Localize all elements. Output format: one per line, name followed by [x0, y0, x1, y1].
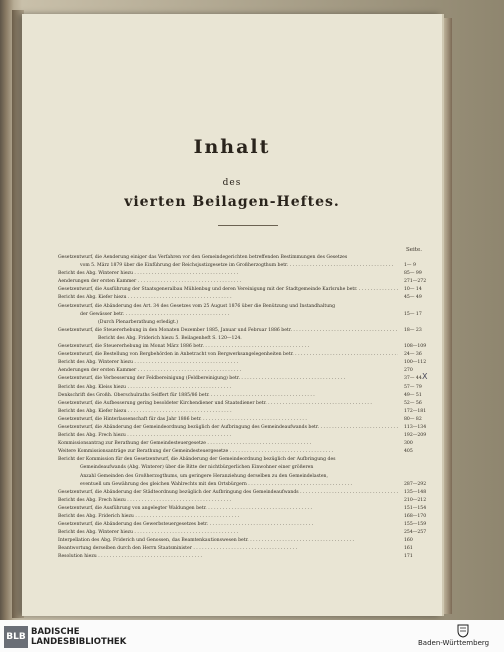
toc-entry	[58, 553, 438, 561]
toc-entry	[58, 513, 438, 521]
partner-name[interactable]: Baden-Württemberg	[418, 639, 490, 647]
toc-entry	[58, 359, 438, 367]
toc-entry-text: Beantwortung derselben durch den Herrn Staatsminister . . .	[58, 545, 398, 553]
toc-entry	[58, 392, 438, 400]
toc-entry-text: Bericht des Abg. Friderich hiezu 5. Beilagenheft S. 120—124.	[98, 335, 242, 341]
toc-entry	[58, 286, 438, 294]
toc-entry	[58, 400, 438, 408]
toc-entry	[58, 497, 438, 505]
toc-entry-text: Gesetzentwurf, die Aufbesserung gering besoldeter Kirchendiener und Staatsdiener betr. . . .	[58, 400, 398, 408]
toc-entry	[58, 408, 438, 416]
toc-entry	[58, 294, 438, 302]
toc-entry	[58, 464, 438, 472]
toc-entry-page: 172—181	[404, 408, 427, 414]
toc-entry-text: Gesetzentwurf, die Abänderung des Gewerbsteuergesetzes betr. . . .	[58, 521, 398, 529]
toc-entry-page: 49— 51	[404, 392, 422, 398]
toc-entry-page: 113—134	[404, 424, 427, 430]
toc-entry-text: Gesetzentwurf, die Abänderung des Art. 34 des Gesetzes vom 25 August 1876 über die Benützung und Instandhaltung	[58, 303, 336, 309]
toc-entry-page: 210—212	[404, 497, 427, 503]
toc-entry-text: Weitere Kommissionsanträge zur Berathung der Gemeindesteuergesetze . . .	[58, 448, 398, 456]
toc-entry	[58, 375, 438, 383]
baden-wuerttemberg-crest-icon	[456, 623, 470, 638]
toc-entry-page: 15— 17	[404, 311, 422, 317]
toc-entry-page: 254—257	[404, 530, 427, 536]
toc-entry	[58, 529, 438, 537]
toc-entry	[58, 367, 438, 375]
toc-entry-page: 161	[404, 546, 413, 552]
toc-entry-text: eventuell um Gewährung des gleichen Wahlrechts mit den Ortsbürgern . . .	[80, 481, 398, 489]
toc-entry-page: 160	[404, 538, 413, 544]
toc-entry-page: 100—112	[404, 360, 427, 366]
toc-entry-page: 24— 36	[404, 352, 422, 358]
toc-entry	[58, 319, 438, 327]
toc-entry-text: Denkschrift des Großh. Oberschulraths Seiffert für 1885/86 betr. . . .	[58, 392, 398, 400]
toc-entry	[58, 416, 438, 424]
toc-entry	[58, 432, 438, 440]
library-name[interactable]	[31, 627, 126, 647]
toc-entry-text: Gemeindeaufwands (Abg. Winterer) über die Bitte der nichtbürgerlichen Einwohner einer größeren	[80, 465, 314, 471]
toc-entry	[58, 351, 438, 359]
document-page	[22, 14, 442, 616]
toc-entry-page: 1— 9	[404, 263, 416, 269]
toc-entry-text: der Gewässer betr. . . .	[80, 311, 398, 319]
toc-entry-text: Aenderungen der ersten Kammer . . .	[58, 367, 398, 375]
toc-entry-page: 52— 56	[404, 400, 422, 406]
margin-mark: X	[422, 372, 428, 381]
toc-entry-page: 10— 14	[404, 287, 422, 293]
toc-entry-text: Gesetzentwurf, die Steuererhebung in den Monaten Dezember 1885, Januar und Februar 1886 betr. . . .	[58, 327, 398, 335]
toc-entry-text: Bericht des Abg. Winterer hiezu . . .	[58, 270, 398, 278]
page-subtitle: vierten Beilagen-Heftes.	[124, 194, 340, 210]
toc-entry	[58, 335, 438, 343]
toc-entry	[58, 262, 438, 270]
toc-entry	[58, 303, 438, 311]
library-name-line2: LANDESBIBLIOTHEK	[31, 637, 127, 647]
page-column-header: Seite.	[406, 247, 422, 253]
toc-entry	[58, 311, 438, 319]
toc-entry-text: Gesetzentwurf, die Ausführung der Staatsgeneralbau Mühlenbug und deren Vereinigung mit der Stadtgemeinde Karlsruhe betr. . . .	[58, 286, 398, 294]
toc-entry-page: 271—272	[404, 279, 427, 285]
toc-entry-page: 85— 99	[404, 271, 422, 277]
toc-entry-page: 45— 49	[404, 295, 422, 301]
toc-entry-page: 151—154	[404, 505, 427, 511]
toc-entry	[58, 481, 438, 489]
toc-entry-page: 37— 44	[404, 376, 422, 382]
toc-entry	[58, 270, 438, 278]
toc-entry-page: 192—209	[404, 433, 427, 439]
toc-entry-page: 18— 23	[404, 327, 422, 333]
toc-entry-text: vom 5. März 1879 über die Einführung der Reichsjustizgesetze im Großherzogthum betr. . . .	[80, 262, 398, 270]
toc-entry	[58, 448, 438, 456]
toc-entry-page: 80— 82	[404, 416, 422, 422]
toc-entry	[58, 473, 438, 481]
toc-entry-page: 300	[404, 441, 413, 447]
toc-entry	[58, 254, 438, 262]
toc-entry-text: Bericht des Abg. Frech hiezu . . .	[58, 432, 398, 440]
toc-entry-page: 405	[404, 449, 413, 455]
toc-entry-page: 135—148	[404, 489, 427, 495]
toc-entry	[58, 343, 438, 351]
toc-entry	[58, 505, 438, 513]
title-connector: des	[222, 178, 242, 188]
toc-entry-page: 270	[404, 368, 413, 374]
toc-entry-text: Resolution hiezu . . .	[58, 553, 398, 561]
library-name-line1: BADISCHE	[31, 627, 80, 637]
toc-entry-text: Anzahl Gemeinden des Großherzogthums, um geringere Heranziehung derselben zu den Gemeindelasten,	[80, 473, 328, 479]
toc-entry-page: 57— 79	[404, 384, 422, 390]
toc-entry-text: Bericht des Abg. Kiefer hiezu . . .	[58, 408, 398, 416]
toc-entry-text: Gesetzentwurf, die Ausführung von angelegter Waldungen betr. . . .	[58, 505, 398, 513]
toc-entry-text: Bericht des Abg. Winterer hiezu . . .	[58, 529, 398, 537]
toc-entry-text: Kommissionsantrag zur Berathung der Gemeindesteuergesetze . . .	[58, 440, 398, 448]
page-title: Inhalt	[193, 136, 271, 158]
toc-entry	[58, 278, 438, 286]
toc-entry-text: Interpellation des Abg. Friderich und Genossen, das Beamtenkautionswesen betr. . . .	[58, 537, 398, 545]
toc-entry	[58, 424, 438, 432]
title-divider	[218, 225, 278, 226]
toc-entry	[58, 327, 438, 335]
toc-entry-text: Aenderungen der ersten Kammer . . .	[58, 278, 398, 286]
toc-entry-text: Gesetzentwurf, die Steuererhebung im Monat März 1886 betr. . . .	[58, 343, 398, 351]
blb-logo[interactable]: BLB	[4, 626, 28, 648]
toc-entry-text: Bericht der Kommission für den Gesetzentwurf, die Abänderung der Gemeindeordnung bezüglich der Aufbringung des	[58, 457, 336, 463]
toc-entry-text: Bericht des Abg. Friderich hiezu . . .	[58, 513, 398, 521]
toc-entry	[58, 545, 438, 553]
toc-entry-text: Bericht des Abg. Winterer hiezu . . .	[58, 359, 398, 367]
toc-entry	[58, 521, 438, 529]
toc-entry-text: Gesetzentwurf, die Hinterlassenschaft für das Jahr 1886 betr. . . .	[58, 416, 398, 424]
toc-entry	[58, 537, 438, 545]
toc-entry-page: 155—159	[404, 522, 427, 528]
toc-entry-text: Gesetzentwurf, die Verbesserung der Feldbereinigung (Feldbereinigung) betr. . . .	[58, 375, 398, 383]
toc-entry	[58, 440, 438, 448]
toc-entry-text: Gesetzentwurf, die Aenderung einiger das Verfahren vor den Gemeindegerichten betreffenden Bestimmungen des Gesetzes	[58, 255, 348, 260]
toc-entry-text: Gesetzentwurf, die Abänderung der Städteordnung bezüglich der Aufbringung des Gemeindeaufwands . . .	[58, 489, 398, 497]
toc-entry-page: 108—109	[404, 344, 427, 350]
page-stack-edge	[442, 18, 452, 614]
toc-entry	[58, 384, 438, 392]
toc-entry	[58, 456, 438, 464]
toc-entry-page: 287—292	[404, 481, 427, 487]
toc-entry-text: Gesetzentwurf, die Abänderung der Gemeindeordnung bezüglich der Aufbringung des Gemeindeaufwands betr. . . .	[58, 424, 398, 432]
toc-entry-text: Bericht des Abg. Kiefer hiezu . . .	[58, 294, 398, 302]
toc-entry-page: 168—170	[404, 514, 427, 519]
toc-entry-text: Bericht des Abg. Kleiss hiezu . . .	[58, 384, 398, 392]
toc-entry-page: 171	[404, 554, 413, 560]
toc-entry-text: Gesetzentwurf, die Bestellung von Bergbehörden in Anbetracht von Bergwerksangelegenheiten betr. . . .	[58, 351, 398, 359]
toc-entry	[58, 489, 438, 497]
toc-entry-text: (Durch Plenarberathung erledigt.)	[98, 319, 179, 325]
table-of-contents	[58, 254, 438, 562]
toc-entry-text: Bericht des Abg. Frech hiezu . . .	[58, 497, 398, 505]
